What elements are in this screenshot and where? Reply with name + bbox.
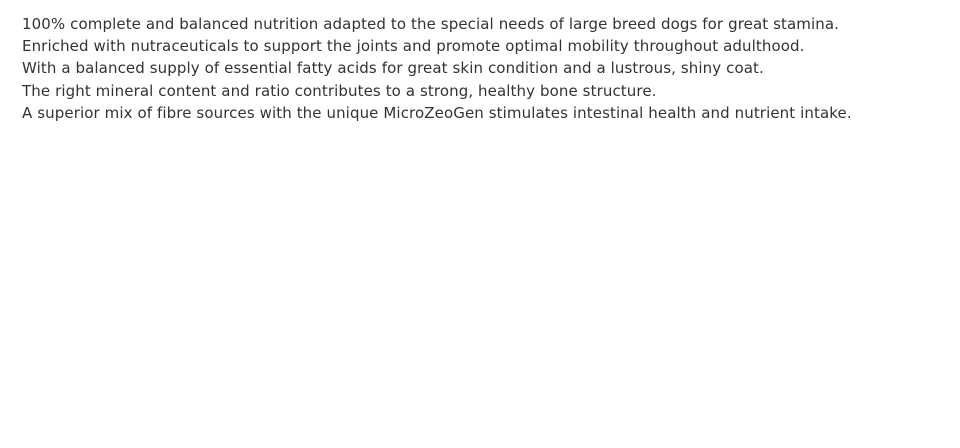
description-line-joints: Enriched with nutraceuticals to support the joints and promote optimal mobility throughout adulthood. — [22, 37, 805, 56]
description-line-bones: The right mineral content and ratio contributes to a strong, healthy bone structure. — [22, 81, 657, 100]
description-line-stamina: 100% complete and balanced nutrition adapted to the special needs of large breed dogs for great stamina. — [22, 15, 840, 33]
description-line-digestion: A superior mix of fibre sources with the unique MicroZeoGen stimulates intestinal health and nutrient intake. — [22, 103, 852, 122]
description-line-coat: With a balanced supply of essential fatty acids for great skin condition and a lustrous, shiny coat. — [22, 59, 764, 78]
product-description — [0, 0, 960, 124]
